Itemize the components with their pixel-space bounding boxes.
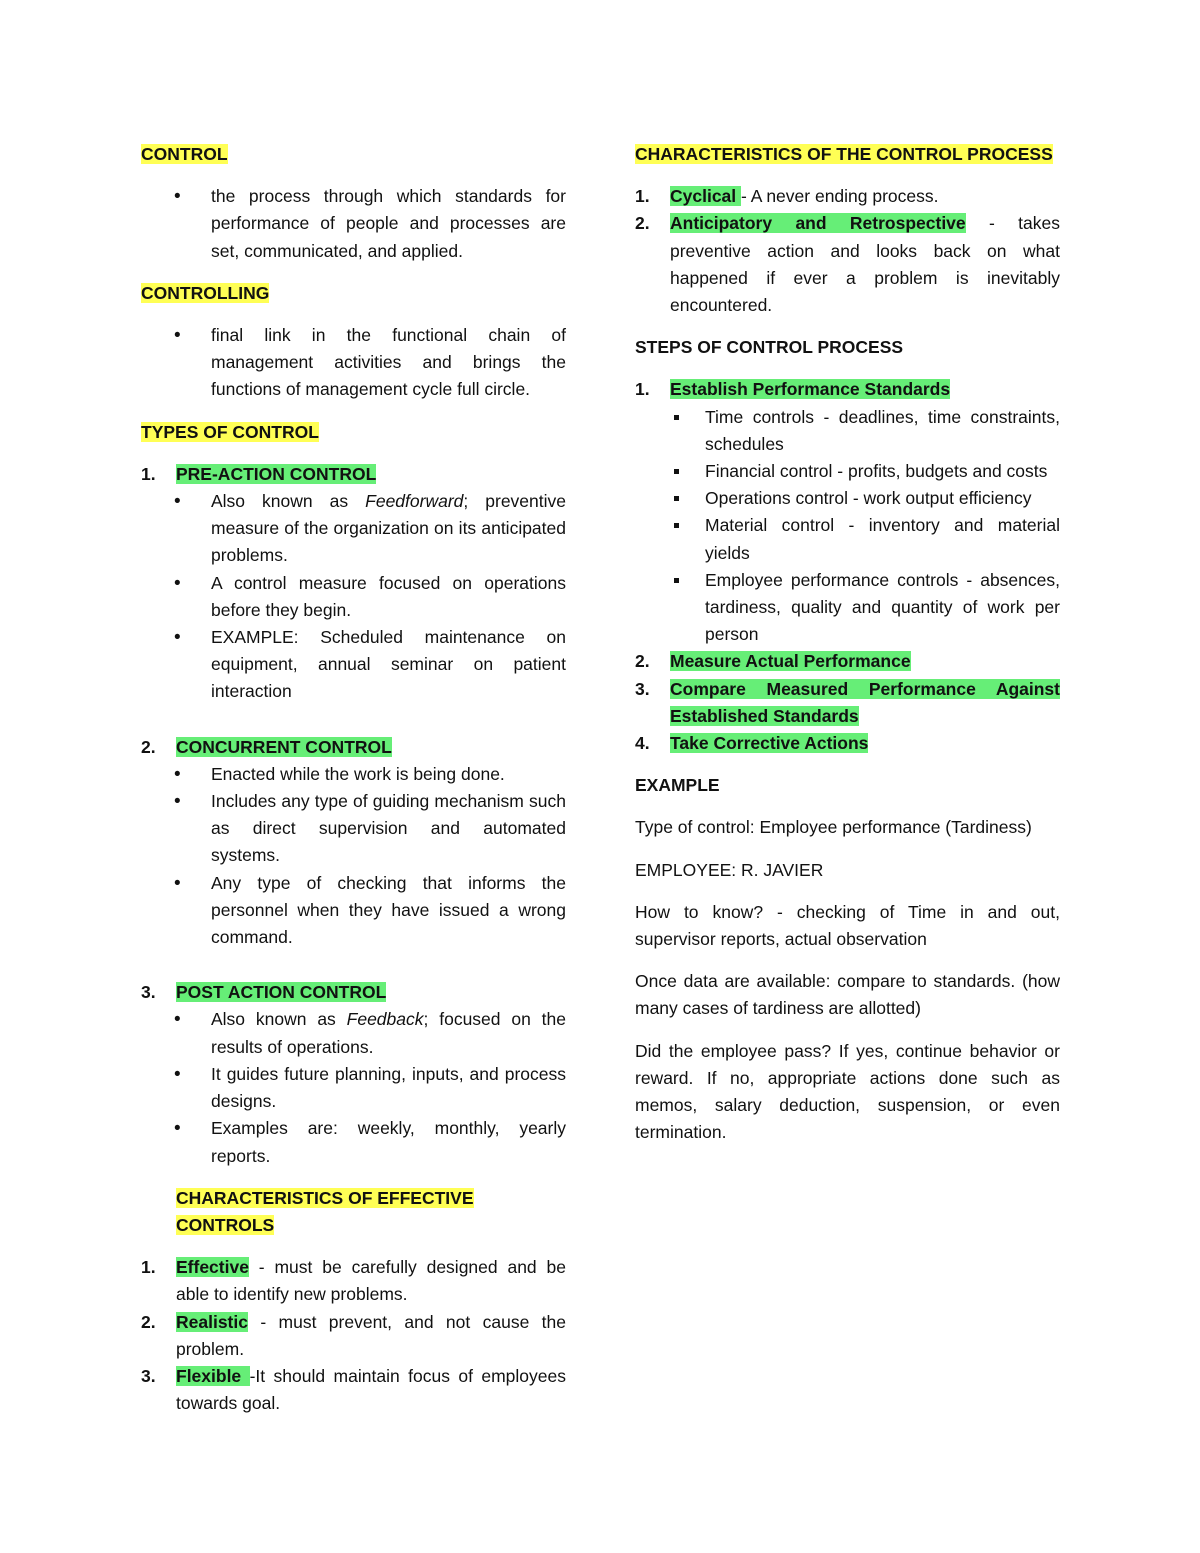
pre-action-control-list — [141, 488, 566, 706]
list-item: • A control measure focused on operations before they begin. — [141, 570, 566, 624]
list-item: 3. Flexible -It should maintain focus of employees towards goal. — [141, 1365, 566, 1414]
step-4-title: 4. Take Corrective Actions — [635, 733, 869, 754]
step-3-title: 3. Compare Measured Performance Against Established Standards — [635, 678, 1060, 726]
post-action-control-list — [141, 1006, 566, 1169]
steps-heading: STEPS OF CONTROL PROCESS — [635, 337, 904, 358]
steps-list — [635, 648, 1060, 757]
item-number: 3. — [141, 982, 156, 1003]
list-item: • Also known as Feedback; focused on the results of operations. — [141, 1006, 566, 1060]
list-item: • Any type of checking that informs the personnel when they have issued a wrong command. — [141, 870, 566, 952]
list-item: • Includes any type of guiding mechanism such as direct supervision and automated systems. — [141, 788, 566, 870]
list-item: Operations control - work output efficiency — [670, 485, 1060, 512]
effective-controls-heading: CHARACTERISTICS OF EFFECTIVE CONTROLS — [176, 1187, 474, 1235]
control-process-list — [635, 183, 1060, 319]
item-title: POST ACTION CONTROL — [176, 982, 387, 1003]
list-item: 2. Realistic - must prevent, and not cause the problem. — [141, 1311, 566, 1359]
item-title: PRE-ACTION CONTROL — [176, 463, 377, 484]
list-item: 1. Effective - must be carefully designed and be able to identify new problems. — [141, 1257, 566, 1305]
list-item: • the process through which standards for performance of people and processes are set, communicated, and applied. — [141, 183, 566, 265]
concurrent-control-title — [141, 734, 566, 761]
pre-action-control-title — [141, 461, 566, 488]
example-paragraph: How to know? - checking of Time in and out, supervisor reports, actual observation — [635, 901, 1060, 950]
types-of-control-heading: TYPES OF CONTROL — [141, 421, 319, 442]
list-item: • It guides future planning, inputs, and process designs. — [141, 1061, 566, 1115]
list-item: Employee performance controls - absences, tardiness, quality and quantity of work per person — [670, 567, 1060, 649]
list-item: • final link in the functional chain of management activities and brings the functions of management cycle full circle. — [141, 322, 566, 404]
step-1-items — [635, 404, 1060, 649]
list-item: • Also known as Feedforward; preventive measure of the organization on its anticipated problems. — [141, 488, 566, 570]
left-column — [141, 141, 566, 1432]
control-process-heading: CHARACTERISTICS OF THE CONTROL PROCESS — [635, 144, 1053, 164]
controlling-heading: CONTROLLING — [141, 282, 270, 303]
item-number: 1. — [141, 463, 156, 484]
effective-controls-list — [141, 1254, 566, 1417]
example-paragraph: EMPLOYEE: R. JAVIER — [635, 859, 824, 880]
list-item: Time controls - deadlines, time constraints, schedules — [670, 404, 1060, 458]
post-action-control-title — [141, 979, 566, 1006]
list-item: 1. Cyclical - A never ending process. — [635, 186, 939, 207]
concurrent-control-list — [141, 761, 566, 951]
example-paragraph: Type of control: Employee performance (Tardiness) — [635, 817, 1032, 838]
controlling-definition-list — [141, 322, 566, 404]
item-number: 2. — [141, 736, 156, 757]
list-item: 2. Anticipatory and Retrospective - takes preventive action and looks back on what happened if ever a problem is inevitably encountered. — [635, 213, 1060, 316]
list-item: • Examples are: weekly, monthly, yearly reports. — [141, 1115, 566, 1169]
control-heading: CONTROL — [141, 144, 228, 164]
list-item: • Enacted while the work is being done. — [141, 761, 566, 788]
right-column — [635, 141, 1060, 1162]
item-title: CONCURRENT CONTROL — [176, 736, 392, 757]
control-definition-list — [141, 183, 566, 265]
list-item: Material control - inventory and material yields — [670, 512, 1060, 566]
list-item: • EXAMPLE: Scheduled maintenance on equipment, annual seminar on patient interaction — [141, 624, 566, 706]
step-1-title: 1. Establish Performance Standards — [635, 379, 951, 400]
example-paragraph: Once data are available: compare to standards. (how many cases of tardiness are allotted) — [635, 971, 1060, 1019]
list-item: Financial control - profits, budgets and costs — [670, 458, 1060, 485]
step-2-title: 2. Measure Actual Performance — [635, 651, 911, 672]
example-heading: EXAMPLE — [635, 775, 720, 796]
example-paragraph: Did the employee pass? If yes, continue behavior or reward. If no, appropriate actions done such as memos, salary deduction, suspension, or even termination. — [635, 1040, 1060, 1143]
